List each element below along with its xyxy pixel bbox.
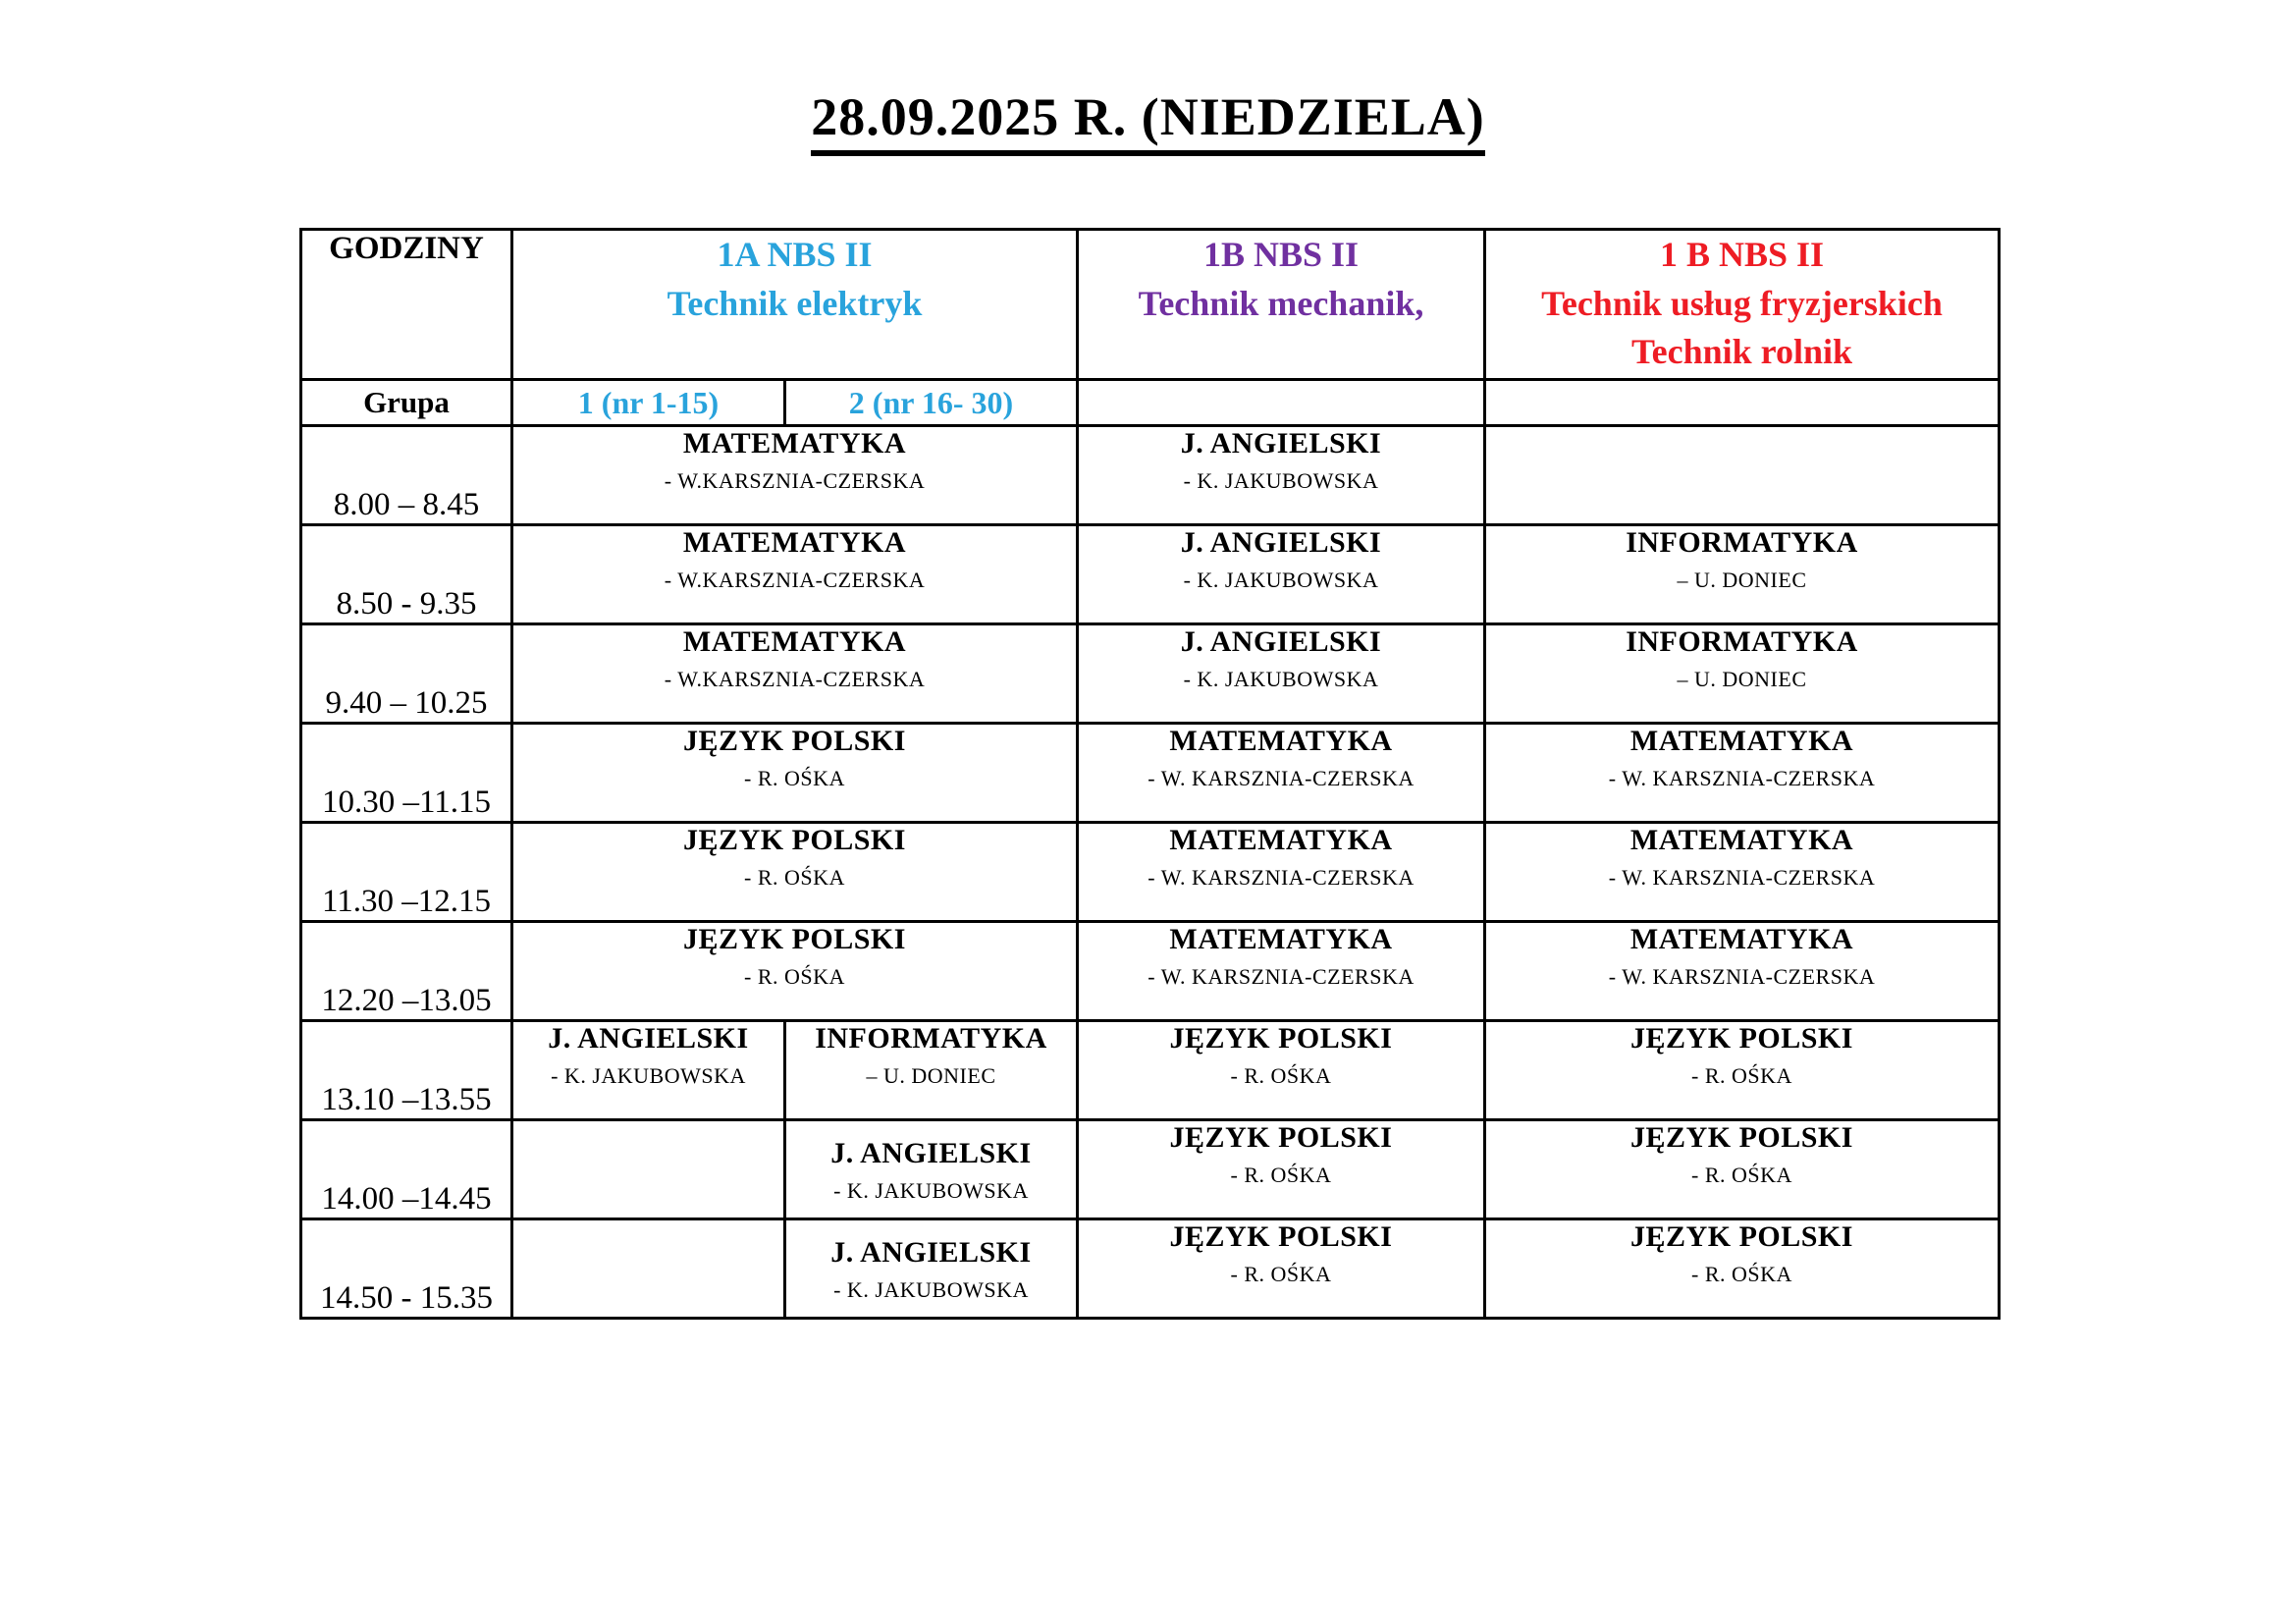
lesson-cell-1b xyxy=(1078,525,1485,624)
class-1bf-profile-1: Technik usług fryzjerskich xyxy=(1541,283,1943,323)
lesson-cell-1a-group1 xyxy=(512,1021,785,1120)
teacher-label: - W. KARSZNIA-CZERSKA xyxy=(1148,765,1415,790)
teacher-label: - R. OŚKA xyxy=(744,765,845,790)
lesson-cell-1bf xyxy=(1485,525,2000,624)
table-row xyxy=(301,426,2000,525)
teacher-label: - W.KARSZNIA-CZERSKA xyxy=(664,567,926,592)
lesson-cell-1bf xyxy=(1485,724,2000,823)
subject-label: INFORMATYKA xyxy=(1626,625,1858,658)
time-cell: 14.50 - 15.35 xyxy=(301,1219,512,1319)
table-row xyxy=(301,823,2000,922)
subject-label: MATEMATYKA xyxy=(1169,923,1393,955)
grupa-empty-1bf xyxy=(1485,380,2000,426)
lesson-cell-1a-group2 xyxy=(785,1219,1078,1319)
time-cell: 12.20 –13.05 xyxy=(301,922,512,1021)
class-1bf-name: 1 B NBS II xyxy=(1659,235,1825,274)
teacher-label: - K. JAKUBOWSKA xyxy=(833,1276,1029,1302)
class-1bf-profile-2: Technik rolnik xyxy=(1630,332,1853,372)
teacher-label: – U. DONIEC xyxy=(1677,666,1807,691)
table-row xyxy=(301,1219,2000,1319)
lesson-cell-1a xyxy=(512,525,1078,624)
time-cell: 8.50 - 9.35 xyxy=(301,525,512,624)
subject-label: INFORMATYKA xyxy=(1626,526,1858,559)
teacher-label: - R. OŚKA xyxy=(1230,1261,1332,1286)
grupa-label: Grupa xyxy=(301,380,512,426)
lesson-cell-1b xyxy=(1078,426,1485,525)
subject-label: J. ANGIELSKI xyxy=(1180,625,1382,658)
subject-label: JĘZYK POLSKI xyxy=(683,725,906,757)
subject-label: JĘZYK POLSKI xyxy=(1630,1121,1853,1154)
table-row xyxy=(301,1120,2000,1219)
lesson-cell-1b xyxy=(1078,1219,1485,1319)
teacher-label: - K. JAKUBOWSKA xyxy=(551,1062,746,1088)
teacher-label: - W.KARSZNIA-CZERSKA xyxy=(664,666,926,691)
lesson-cell-1b xyxy=(1078,624,1485,724)
time-cell: 13.10 –13.55 xyxy=(301,1021,512,1120)
teacher-label: - R. OŚKA xyxy=(1691,1162,1792,1187)
teacher-label: - K. JAKUBOWSKA xyxy=(1183,666,1379,691)
header-row xyxy=(301,230,2000,380)
group-1-label: 1 (nr 1-15) xyxy=(512,380,785,426)
subject-label: MATEMATYKA xyxy=(682,427,907,460)
teacher-label: - R. OŚKA xyxy=(1230,1062,1332,1088)
class-1a-profile: Technik elektryk xyxy=(667,283,923,323)
lesson-cell-1b xyxy=(1078,922,1485,1021)
teacher-label: - K. JAKUBOWSKA xyxy=(1183,567,1379,592)
lesson-cell-1a xyxy=(512,922,1078,1021)
subject-label: JĘZYK POLSKI xyxy=(1169,1220,1393,1253)
table-row xyxy=(301,724,2000,823)
subject-label: MATEMATYKA xyxy=(1629,923,1854,955)
subject-label: JĘZYK POLSKI xyxy=(1630,1220,1853,1253)
subject-label: JĘZYK POLSKI xyxy=(1630,1022,1853,1055)
subject-label: J. ANGIELSKI xyxy=(830,1236,1032,1269)
table-row xyxy=(301,1021,2000,1120)
time-cell: 8.00 – 8.45 xyxy=(301,426,512,525)
subject-label: MATEMATYKA xyxy=(682,526,907,559)
teacher-label: - W. KARSZNIA-CZERSKA xyxy=(1148,864,1415,890)
lesson-cell-1bf-empty xyxy=(1485,426,2000,525)
time-cell: 14.00 –14.45 xyxy=(301,1120,512,1219)
lesson-cell-1bf xyxy=(1485,624,2000,724)
teacher-label: - R. OŚKA xyxy=(1691,1261,1792,1286)
lesson-cell-1a-group2 xyxy=(785,1021,1078,1120)
lesson-cell-1bf xyxy=(1485,823,2000,922)
header-godziny: GODZINY xyxy=(301,230,512,380)
subject-label: MATEMATYKA xyxy=(1169,824,1393,856)
lesson-cell-1b xyxy=(1078,724,1485,823)
grupa-row xyxy=(301,380,2000,426)
teacher-label: - K. JAKUBOWSKA xyxy=(833,1177,1029,1203)
lesson-cell-1a-group1-empty xyxy=(512,1120,785,1219)
teacher-label: - R. OŚKA xyxy=(1691,1062,1792,1088)
teacher-label: - R. OŚKA xyxy=(744,963,845,989)
lesson-cell-1a xyxy=(512,724,1078,823)
group-2-label: 2 (nr 16- 30) xyxy=(785,380,1078,426)
subject-label: J. ANGIELSKI xyxy=(1180,427,1382,460)
lesson-cell-1a xyxy=(512,624,1078,724)
subject-label: MATEMATYKA xyxy=(682,625,907,658)
class-1a-name: 1A NBS II xyxy=(717,235,873,274)
grupa-empty-1b xyxy=(1078,380,1485,426)
subject-label: INFORMATYKA xyxy=(815,1022,1047,1055)
teacher-label: - W. KARSZNIA-CZERSKA xyxy=(1608,765,1876,790)
teacher-label: - W.KARSZNIA-CZERSKA xyxy=(664,467,926,493)
time-cell: 11.30 –12.15 xyxy=(301,823,512,922)
teacher-label: - R. OŚKA xyxy=(744,864,845,890)
time-cell: 10.30 –11.15 xyxy=(301,724,512,823)
header-class-1bf xyxy=(1485,230,2000,380)
teacher-label: – U. DONIEC xyxy=(1677,567,1807,592)
teacher-label: – U. DONIEC xyxy=(866,1062,996,1088)
class-1b-name: 1B NBS II xyxy=(1202,235,1360,274)
lesson-cell-1bf xyxy=(1485,1021,2000,1120)
class-1b-profile: Technik mechanik, xyxy=(1138,283,1424,323)
header-class-1a xyxy=(512,230,1078,380)
lesson-cell-1a xyxy=(512,426,1078,525)
subject-label: J. ANGIELSKI xyxy=(830,1137,1032,1169)
lesson-cell-1b xyxy=(1078,1021,1485,1120)
lesson-cell-1b xyxy=(1078,1120,1485,1219)
subject-label: JĘZYK POLSKI xyxy=(1169,1022,1393,1055)
lesson-cell-1a xyxy=(512,823,1078,922)
lesson-cell-1bf xyxy=(1485,1219,2000,1319)
lesson-cell-1bf xyxy=(1485,922,2000,1021)
subject-label: JĘZYK POLSKI xyxy=(683,824,906,856)
subject-label: JĘZYK POLSKI xyxy=(683,923,906,955)
table-row xyxy=(301,525,2000,624)
subject-label: MATEMATYKA xyxy=(1629,824,1854,856)
subject-label: MATEMATYKA xyxy=(1629,725,1854,757)
header-class-1b xyxy=(1078,230,1485,380)
teacher-label: - K. JAKUBOWSKA xyxy=(1183,467,1379,493)
subject-label: JĘZYK POLSKI xyxy=(1169,1121,1393,1154)
lesson-cell-1bf xyxy=(1485,1120,2000,1219)
table-row xyxy=(301,624,2000,724)
subject-label: J. ANGIELSKI xyxy=(548,1022,749,1055)
timetable-table xyxy=(299,228,2001,1320)
lesson-cell-1a-group2 xyxy=(785,1120,1078,1219)
lesson-cell-1a-group1-empty xyxy=(512,1219,785,1319)
teacher-label: - W. KARSZNIA-CZERSKA xyxy=(1148,963,1415,989)
table-row xyxy=(301,922,2000,1021)
lesson-cell-1b xyxy=(1078,823,1485,922)
time-cell: 9.40 – 10.25 xyxy=(301,624,512,724)
subject-label: MATEMATYKA xyxy=(1169,725,1393,757)
page-title: 28.09.2025 R. (NIEDZIELA) xyxy=(0,86,2296,156)
teacher-label: - W. KARSZNIA-CZERSKA xyxy=(1608,963,1876,989)
teacher-label: - R. OŚKA xyxy=(1230,1162,1332,1187)
subject-label: J. ANGIELSKI xyxy=(1180,526,1382,559)
teacher-label: - W. KARSZNIA-CZERSKA xyxy=(1608,864,1876,890)
